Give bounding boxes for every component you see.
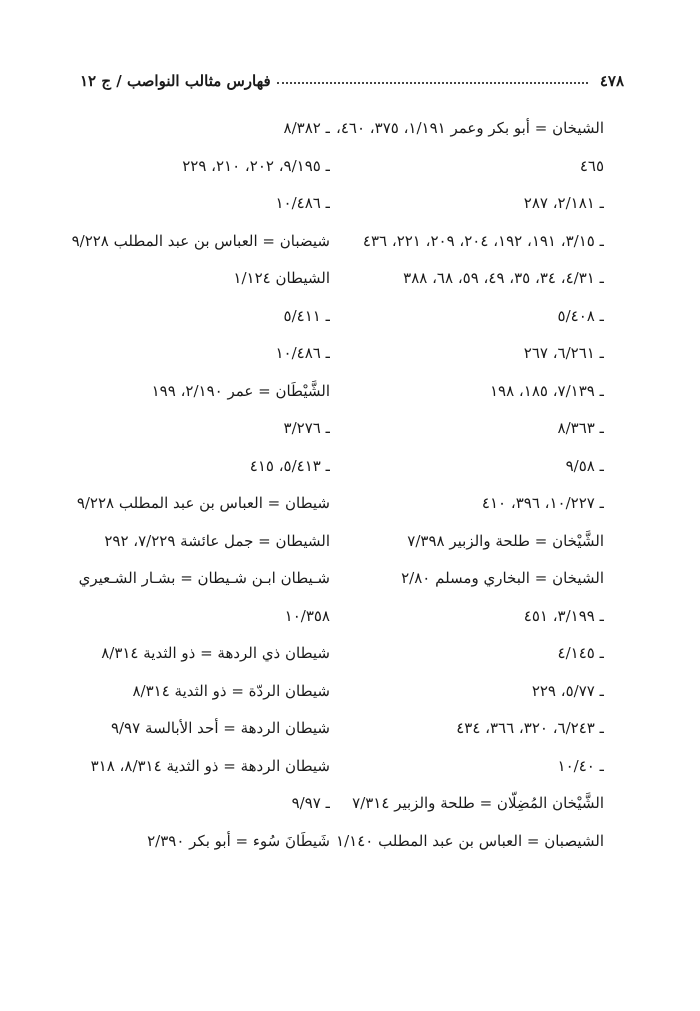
index-column-left (62, 110, 330, 860)
index-entry: الشَّيْخان المُضِلّان = طلحة والزبير ٧/٣١٤ (352, 794, 604, 812)
index-entry: ـ ٦/٢٤٣، ٣٢٠، ٣٦٦، ٤٣٤ (456, 719, 604, 737)
index-entry: ـ ٤/٣١، ٣٤، ٣٥، ٤٩، ٥٩، ٦٨، ٣٨٨ (403, 269, 604, 287)
running-header (80, 62, 624, 90)
index-entry: الشَّيْخان = طلحة والزبير ٧/٣٩٨ (407, 531, 604, 550)
index-entry: شـيطان ابـن شـيطان = بشـار الشـعيري (78, 569, 330, 587)
index-entry: ـ ٥/٧٧، ٢٢٩ (531, 681, 604, 700)
index-entry: الشيصبان = العباس بن عبد المطلب ١/١٤٠ (336, 831, 604, 850)
index-entry: ـ ١٠/٤٠ (557, 756, 604, 775)
index-entry: شيطان الردهة = ذو الثدية ٨/٣١٤، ٣١٨ (90, 756, 330, 775)
index-entry: ـ ٥/٤١٣، ٤١٥ (249, 456, 330, 475)
index-entry: ـ ٥/٤٠٨ (557, 306, 604, 325)
index-entry: ٤٦٥ (579, 156, 604, 175)
index-entry: الشيطان = جمل عائشة ٧/٢٢٩، ٢٩٢ (104, 531, 330, 550)
index-entry: شيطان الردهة = أحد الأبالسة ٩/٩٧ (110, 719, 330, 737)
index-entry: ـ ٣/١٥، ١٩١، ١٩٢، ٢٠٤، ٢٠٩، ٢٢١، ٤٣٦ (362, 231, 604, 250)
index-entry: شَيطَانَ سُوء = أبو بكر ٢/٣٩٠ (147, 831, 330, 850)
header-dot-leader (277, 81, 588, 84)
index-entry: ـ ٤/١٤٥ (557, 644, 604, 662)
index-entry: ـ ٨/٣٦٣ (557, 419, 604, 437)
index-entry: ـ ٩/١٩٥، ٢٠٢، ٢١٠، ٢٢٩ (182, 156, 330, 175)
index-entry: ـ ٨/٣٨٢ (283, 119, 330, 137)
index-entry: ١٠/٣٥٨ (284, 606, 330, 625)
index-entry: ـ ٢/١٨١، ٢٨٧ (523, 194, 604, 212)
index-entry: الشيطان ١/١٢٤ (233, 269, 330, 287)
index-entry: ـ ١٠/٢٢٧، ٣٩٦، ٤١٠ (481, 494, 604, 512)
index-entry: شيطان الردّة = ذو الثدية ٨/٣١٤ (132, 681, 330, 700)
index-entry: ـ ٧/١٣٩، ١٨٥، ١٩٨ (489, 381, 604, 400)
index-entry: شيضبان = العباس بن عبد المطلب ٩/٢٢٨ (71, 231, 330, 250)
index-entry: شيطان = العباس بن عبد المطلب ٩/٢٢٨ (76, 494, 330, 512)
index-entry: ـ ٦/٢٦١، ٢٦٧ (523, 344, 604, 362)
index-entry: شيطان ذي الردهة = ذو الثدية ٨/٣١٤ (101, 644, 330, 662)
index-entry: الشيخان = البخاري ومسلم ٢/٨٠ (401, 569, 604, 587)
index-entry: ـ ١٠/٤٨٦ (275, 194, 330, 212)
book-title: فهارس مثالب النواصب / ج ١٢ (80, 72, 271, 90)
index-entry: الشَّيْطَان = عمر ٢/١٩٠، ١٩٩ (151, 381, 330, 400)
index-entry: ـ ٣/١٩٩، ٤٥١ (523, 606, 604, 625)
index-column-right (336, 110, 604, 860)
index-entry: ـ ٥/٤١١ (283, 306, 330, 325)
index-entry: ـ ٩/٥٨ (565, 456, 604, 475)
index-entry: ـ ٩/٩٧ (291, 794, 330, 812)
index-entry: ـ ٣/٢٧٦ (283, 419, 330, 437)
index-entry: الشيخان = أبو بكر وعمر ١/١٩١، ٣٧٥، ٤٦٠، (336, 119, 604, 137)
page-number: ٤٧٨ (599, 72, 624, 90)
index-entry: ـ ١٠/٤٨٦ (275, 344, 330, 362)
